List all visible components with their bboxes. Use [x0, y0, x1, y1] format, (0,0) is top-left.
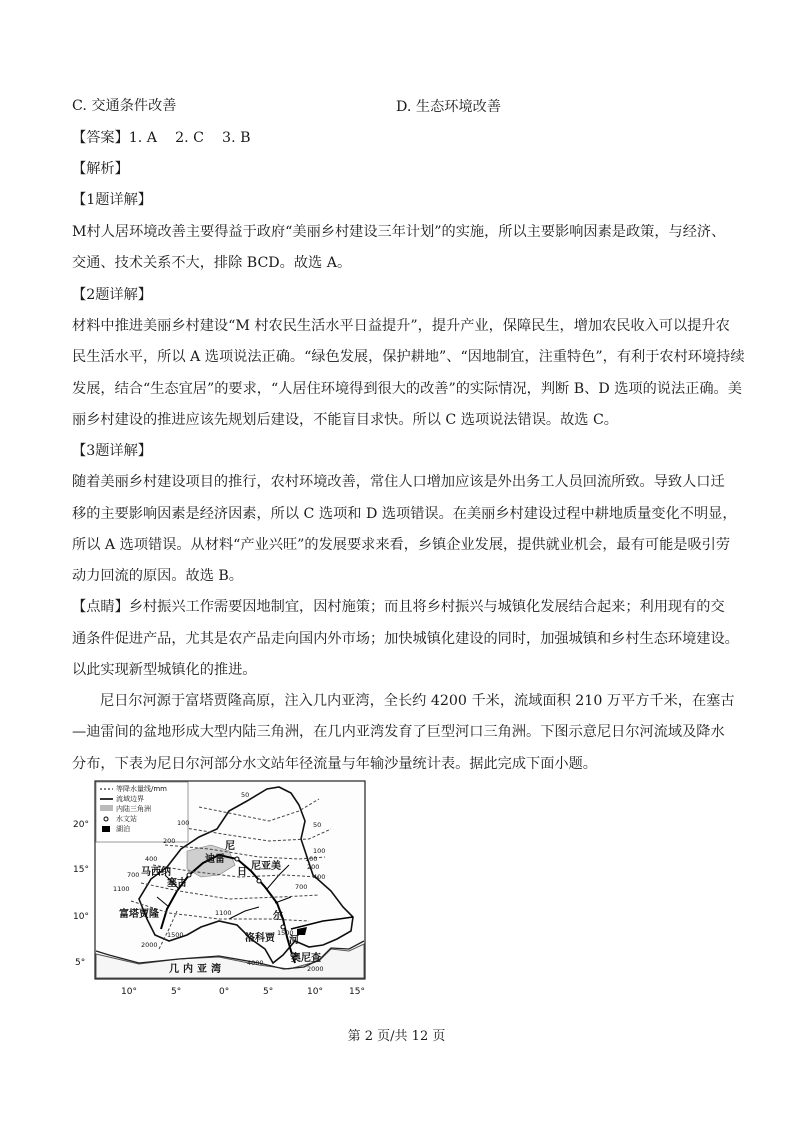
place-label: 洛科贾: [245, 933, 275, 944]
legend-label: 湖泊: [116, 825, 130, 833]
isohyet-label: 2000: [307, 965, 324, 973]
isohyet-label: 100: [177, 819, 190, 827]
q2-tag: 【2题详解】: [72, 287, 152, 303]
page-footer: 第 2 页/共 12 页: [347, 1029, 446, 1044]
option-d: D. 生态环境改善: [396, 99, 502, 115]
place-label: 奥尼查: [291, 953, 321, 964]
isohyet-label: 50: [313, 821, 322, 829]
legend-label: 流域边界: [116, 795, 144, 803]
place-label: 日: [237, 867, 247, 878]
q2-line: 发展，结合“生态宜居”的要求，“人居住环境得到很大的改善”的实际情况，判断 B、D 选项的说法正确。美: [72, 381, 742, 397]
q3-line: 移的主要影响因素是经济因素，所以 C 选项和 D 选项错误。在美丽乡村建设过程中耕地质量变化不明显，: [72, 506, 737, 522]
comment-text: 乡村振兴工作需要因地制宜，因村施策；而且将乡村振兴与城镇化发展结合起来；利用现有的交: [128, 599, 725, 615]
isohyet-label: 700: [295, 883, 308, 891]
isohyet-label: 1100: [215, 909, 232, 917]
comment-line: 通条件促进产品，尤其是农产品走向国内外市场；加快城镇化建设的同时，加强城镇和乡村生态环境建设。: [72, 631, 739, 647]
legend-station-symbol: [104, 817, 108, 821]
place-label: 马西纳: [141, 867, 171, 878]
station-marker: [235, 857, 239, 861]
place-label: 河: [289, 935, 299, 946]
lon-label: 5°: [171, 987, 182, 997]
place-label: 富塔贾隆: [119, 909, 159, 920]
comment-tag: 【点睛】: [72, 599, 129, 615]
isohyet-label: 200: [163, 837, 176, 845]
niger-river-map: [69, 779, 374, 1004]
lat-label: 10°: [73, 912, 89, 922]
station-marker: [187, 873, 191, 877]
isohyet-label: 1100: [113, 885, 130, 893]
isohyet-label: 200: [307, 863, 320, 871]
isohyet-label: 400: [145, 855, 158, 863]
isohyet-label: 4000: [247, 959, 264, 967]
place-label: 塞古: [167, 878, 187, 889]
isohyet-label: 1500: [167, 931, 184, 939]
lat-label: 5°: [75, 958, 86, 968]
q1-line: M村人居环境改善主要得益于政府“美丽乡村建设三年计划”的实施，所以主要影响因素是政策，与经济、: [72, 224, 726, 240]
lon-label: 15°: [349, 987, 365, 997]
lon-label: 10°: [307, 987, 323, 997]
option-c: C. 交通条件改善: [72, 98, 177, 114]
legend-label: 内陆三角洲: [116, 805, 151, 813]
q2-line: 材料中推进美丽乡村建设“M 村农民生活水平日益提升”，提升产业，保障民生，增加农民收入可以提升农: [72, 318, 730, 334]
isohyet-label: 100: [305, 855, 318, 863]
intro-line: 尼日尔河源于富塔贾隆高原，注入几内亚湾，全长约 4200 千米，流域面积 210 万平方千米，在塞古: [100, 693, 735, 709]
answer-line: [72, 128, 251, 148]
q3-line: 动力回流的原因。故选 B。: [72, 568, 243, 584]
place-label: 尔: [273, 911, 283, 922]
isohyet-label: 2000: [141, 941, 158, 949]
q1-tag: 【1题详解】: [72, 192, 152, 208]
q2-line: 民生活水平，所以 A 选项说法正确。“绿色发展，保护耕地”、“因地制宜，注重特色”，有利于农村环境持续: [72, 349, 745, 365]
answer-tag: 【答案】: [72, 130, 129, 146]
q3-line: 所以 A 选项错误。从材料“产业兴旺”的发展要求来看，乡镇企业发展，提供就业机会，最有可能是吸引劳: [72, 537, 731, 553]
lat-label: 15°: [73, 865, 89, 875]
lon-label: 10°: [121, 987, 137, 997]
legend-label: 水文站: [116, 815, 137, 823]
intro-line: 分布，下表为尼日尔河部分水文站年径流量与年输沙量统计表。据此完成下面小题。: [72, 756, 597, 772]
legend-label: 等降水量线/mm: [116, 785, 167, 793]
q3-tag: 【3题详解】: [72, 443, 152, 459]
isohyet-label: 700: [127, 871, 140, 879]
isohyet-label: 1500: [277, 929, 294, 937]
comment-line: [72, 597, 725, 617]
legend-lake-symbol: [102, 826, 110, 832]
place-label: 尼亚美: [251, 861, 281, 872]
place-label: 几内亚湾: [169, 964, 225, 975]
legend-delta-symbol: [100, 805, 113, 811]
q3-line: 随着美丽乡村建设项目的推行，农村环境改善，常住人口增加应该是外出务工人员回流所致。导致人口迁: [72, 474, 725, 490]
place-label: 尼: [225, 841, 235, 852]
lon-label: 5°: [263, 987, 274, 997]
answer-text: 1. A 2. C 3. B: [128, 130, 251, 146]
station-marker: [257, 879, 261, 883]
lat-label: 20°: [73, 820, 89, 830]
lon-label: 0°: [219, 987, 230, 997]
isohyet-label: 50: [241, 791, 250, 799]
q2-line: 丽乡村建设的推进应该先规划后建设，不能盲目求快。所以 C 选项说法错误。故选 C。: [72, 412, 618, 428]
analysis-tag: 【解析】: [72, 161, 129, 177]
comment-line: 以此实现新型城镇化的推进。: [72, 662, 257, 678]
intro-line: —迪雷间的盆地形成大型内陆三角洲，在几内亚湾发育了巨型河口三角洲。下图示意尼日尔河流域及降水: [72, 724, 725, 740]
place-label: 迪雷: [205, 854, 225, 865]
isohyet-label: 100: [313, 847, 326, 855]
q1-line: 交通、技术关系不大，排除 BCD。故选 A。: [72, 255, 352, 271]
isohyet-label: 400: [313, 873, 326, 881]
